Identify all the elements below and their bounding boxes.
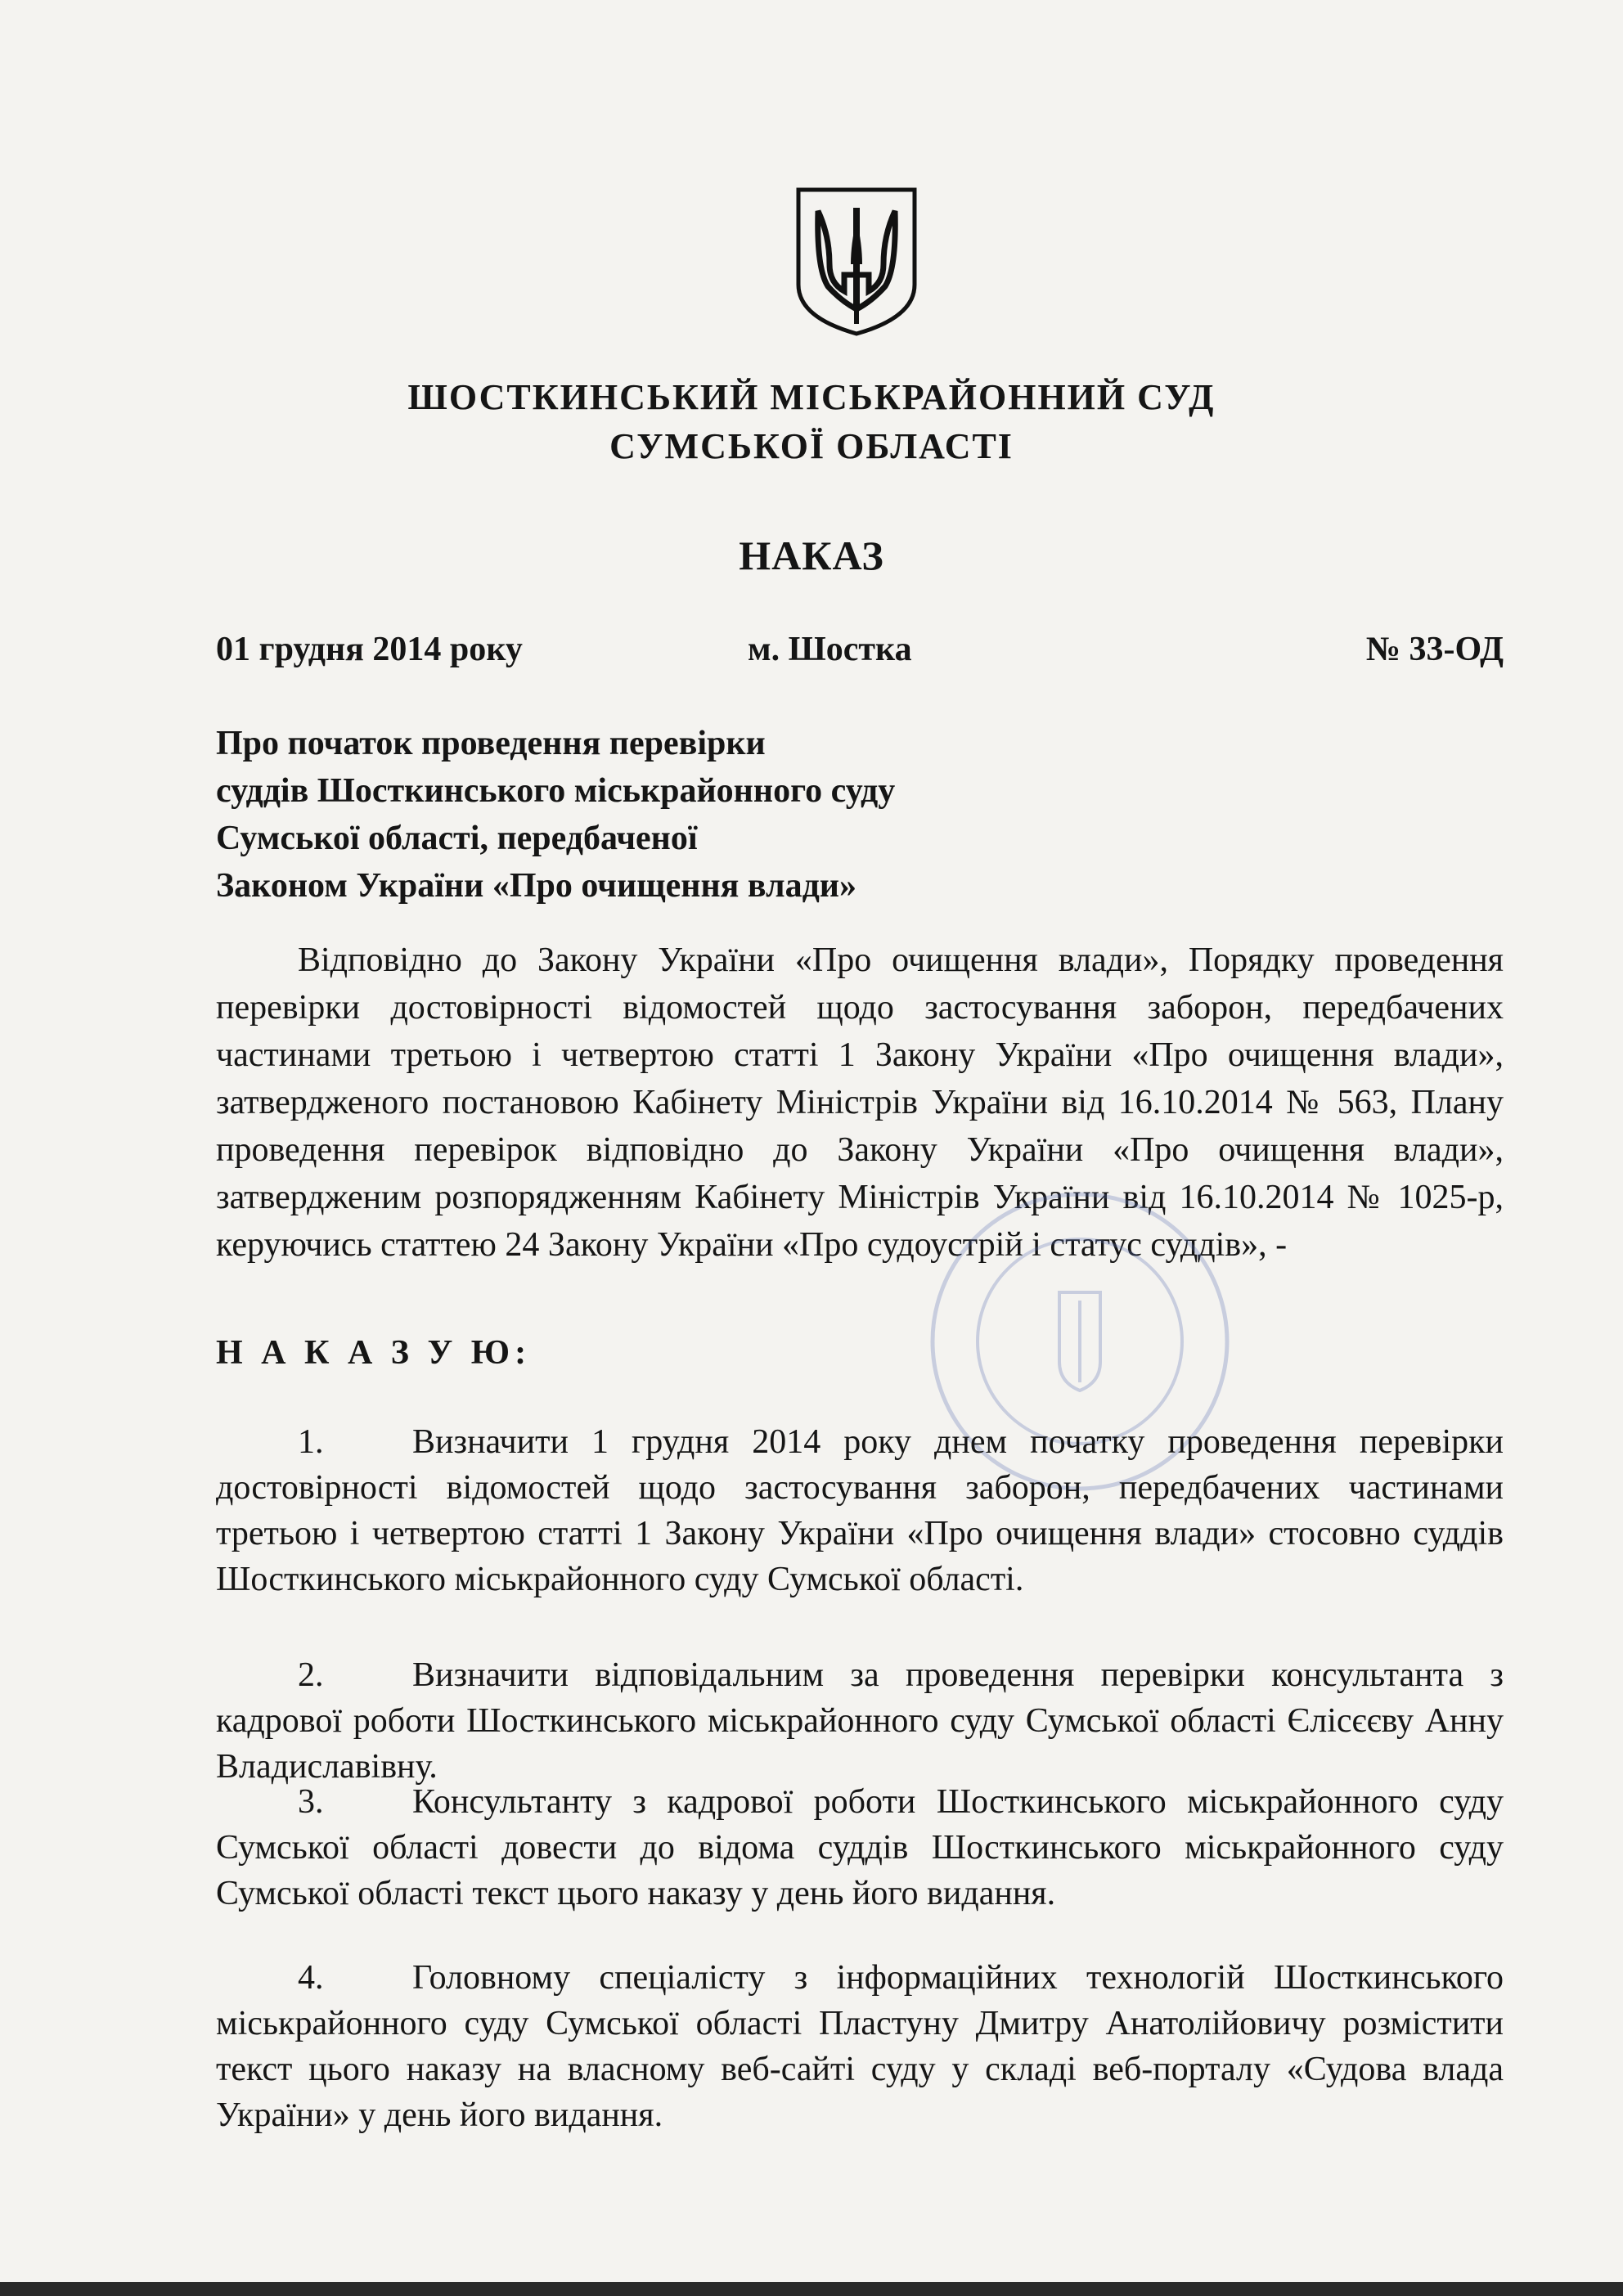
document-title: НАКАЗ	[739, 532, 884, 578]
item-number: 1.	[298, 1423, 324, 1461]
item-number: 4.	[298, 1959, 324, 1997]
preamble-paragraph: Відповідно до Закону України «Про очищення влади», Порядку проведення перевірки достовірності відомостей щодо застосування заборон, передбачених частинами третьою і четвертою статті 1 Закону України «Про очищення влади», затвердженого постановою Кабінету Міністрів України від 16.10.2014 № 563, Плану проведення перевірок відповідно до Закону України «Про очищення влади», затвердженим розпорядженням Кабінету Міністрів України від 16.10.2014 № 1025-р, керуючись статтею 24 Закону України «Про судоустрій і статус суддів», -	[216, 941, 1504, 1264]
order-item	[216, 1955, 1504, 2138]
item-number: 3.	[298, 1783, 324, 1821]
item-text: Визначити відповідальним за проведення перевірки консультанта з кадрової роботи Шосткинського міськрайонного суду Сумської області Єлісєєву Анну Владиславівну.	[216, 1656, 1504, 1786]
item-number: 2.	[298, 1656, 324, 1694]
order-heading: Н А К А З У Ю:	[216, 1334, 532, 1372]
item-text: Визначити 1 грудня 2014 року днем початку проведення перевірки достовірності відомостей щодо застосування заборон, передбачених частинами третьою і четвертою статті 1 Закону України «Про очищення влади» стосовно суддів Шосткинського міськрайонного суду Сумської області.	[216, 1423, 1504, 1598]
item-text: Головному спеціалісту з інформаційних технологій Шосткинського міськрайонного суду Сумської області Пластуну Дмитру Анатолійовичу розмістити текст цього наказу на власному веб-сайті суду у складі веб-порталу «Судова влада України» у день його видання.	[216, 1959, 1504, 2134]
item-text: Консультанту з кадрової роботи Шосткинського міськрайонного суду Сумської області довести до відома суддів Шосткинського міськрайонного суду Сумської області текст цього наказу у день його видання.	[216, 1783, 1504, 1912]
order-date: 01 грудня 2014 року	[216, 631, 523, 668]
subject-line: Про початок проведення перевірки	[216, 725, 766, 762]
order-item	[216, 1419, 1504, 1602]
date-line	[216, 630, 1504, 676]
subject-line: суддів Шосткинського міськрайонного суду	[216, 772, 896, 810]
order-item	[216, 1779, 1504, 1916]
order-place: м. Шостка	[748, 631, 912, 668]
order-number: № 33-ОД	[1365, 631, 1504, 668]
scan-bottom-edge	[0, 2282, 1623, 2296]
trident-coat-of-arms-icon	[794, 186, 919, 337]
court-name-line1: ШОСТКИНСЬКИЙ МІСЬКРАЙОННИЙ СУД	[407, 377, 1216, 417]
subject-line: Сумської області, передбаченої	[216, 820, 698, 857]
order-item	[216, 1652, 1504, 1790]
court-name-line2: СУМСЬКОЇ ОБЛАСТІ	[609, 426, 1014, 466]
order-subject	[216, 720, 895, 910]
subject-line: Законом України «Про очищення влади»	[216, 867, 857, 905]
